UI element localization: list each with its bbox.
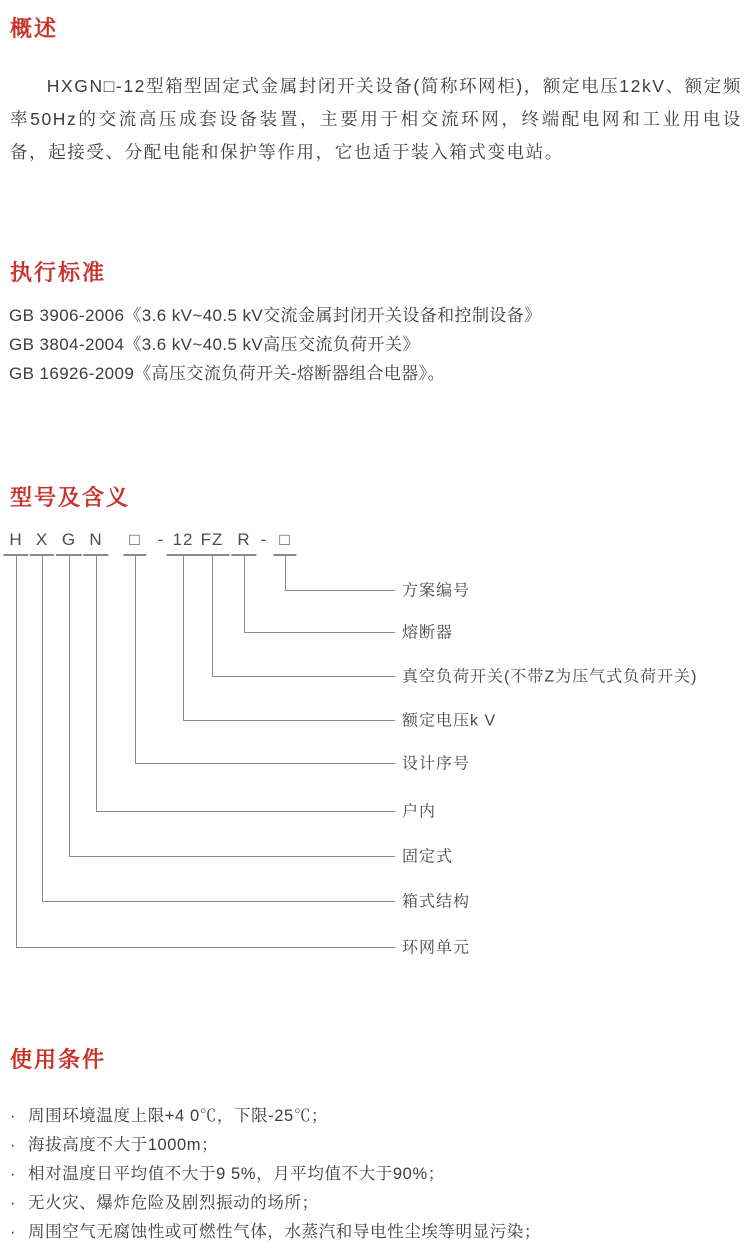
- diagram-vertical-line: [244, 556, 245, 632]
- diagram-label: 设计序号: [402, 755, 471, 773]
- model-code-separator: -: [157, 530, 165, 549]
- diagram-label: 额定电压k V: [402, 712, 497, 730]
- diagram-horizontal-line: [244, 632, 395, 633]
- condition-item: [10, 1160, 740, 1189]
- section-heading-model: 型号及含义: [10, 485, 131, 510]
- diagram-label: 箱式结构: [402, 893, 471, 911]
- bullet-dot: ·: [10, 1165, 17, 1183]
- diagram-vertical-line: [16, 556, 17, 947]
- condition-text: 无火灾、爆炸危险及剧烈振动的场所；: [28, 1194, 319, 1212]
- bullet-dot: ·: [10, 1223, 17, 1241]
- condition-text: 海拔高度不大于1000m；: [28, 1136, 219, 1154]
- condition-item: [10, 1131, 740, 1160]
- model-code-part: X: [30, 528, 54, 556]
- model-code-part: R: [231, 528, 256, 556]
- condition-text: 相对温度日平均值不大于9 5%，月平均值不大于90%；: [28, 1165, 445, 1183]
- model-code-part: H: [3, 528, 28, 556]
- model-code-part: G: [56, 528, 82, 556]
- section-heading-overview: 概述: [10, 16, 59, 41]
- condition-item: [10, 1189, 740, 1218]
- diagram-horizontal-line: [16, 947, 395, 948]
- diagram-vertical-line: [135, 556, 136, 763]
- diagram-horizontal-line: [212, 676, 395, 677]
- model-code-part: □: [273, 528, 296, 556]
- diagram-horizontal-line: [96, 811, 395, 812]
- bullet-dot: ·: [10, 1107, 17, 1125]
- standard-item: GB 3906-2006《3.6 kV~40.5 kV交流金属封闭开关设备和控制设备》: [9, 306, 542, 325]
- conditions-list: [10, 1102, 740, 1247]
- model-code-part: □: [123, 528, 146, 556]
- standard-item: GB 16926-2009《高压交流负荷开关-熔断器组合电器》。: [9, 364, 445, 383]
- diagram-label: 真空负荷开关(不带Z为压气式负荷开关): [402, 668, 698, 686]
- condition-item: [10, 1102, 740, 1131]
- diagram-vertical-line: [69, 556, 70, 856]
- diagram-label: 固定式: [402, 848, 454, 866]
- standards-list: [9, 301, 729, 388]
- bullet-dot: ·: [10, 1136, 17, 1154]
- diagram-vertical-line: [183, 556, 184, 720]
- diagram-label: 户内: [402, 803, 437, 821]
- diagram-horizontal-line: [135, 763, 395, 764]
- diagram-horizontal-line: [183, 720, 395, 721]
- bullet-dot: ·: [10, 1194, 17, 1212]
- diagram-horizontal-line: [69, 856, 395, 857]
- diagram-horizontal-line: [285, 590, 395, 591]
- section-heading-standards: 执行标准: [10, 260, 107, 285]
- diagram-vertical-line: [42, 556, 43, 901]
- condition-text: 周围空气无腐蚀性或可燃性气体，水蒸汽和导电性尘埃等明显污染；: [28, 1223, 541, 1241]
- overview-paragraph: HXGN□-12型箱型固定式金属封闭开关设备(简称环网柜)，额定电压12kV、额定频率50Hz的交流高压成套设备装置，主要用于相交流环网，终端配电网和工业用电设备，起接受、分配电能和保护等作用，它也适于装入箱式变电站。: [10, 76, 742, 162]
- model-designation-diagram: [0, 528, 750, 988]
- model-code-separator: -: [260, 530, 268, 549]
- diagram-label: 熔断器: [402, 624, 454, 642]
- diagram-label: 方案编号: [402, 582, 471, 600]
- diagram-label: 环网单元: [402, 939, 471, 957]
- diagram-vertical-line: [212, 556, 213, 676]
- condition-text: 周围环境温度上限+4 0℃，下限-25℃；: [28, 1107, 329, 1125]
- standard-item: GB 3804-2004《3.6 kV~40.5 kV高压交流负荷开关》: [9, 335, 420, 354]
- model-code-part: 12: [167, 528, 200, 556]
- model-code-part: FZ: [195, 528, 230, 556]
- section-heading-conditions: 使用条件: [10, 1047, 107, 1072]
- condition-item: [10, 1218, 740, 1247]
- diagram-horizontal-line: [42, 901, 395, 902]
- diagram-vertical-line: [285, 556, 286, 590]
- diagram-vertical-line: [96, 556, 97, 811]
- model-code-part: N: [83, 528, 108, 556]
